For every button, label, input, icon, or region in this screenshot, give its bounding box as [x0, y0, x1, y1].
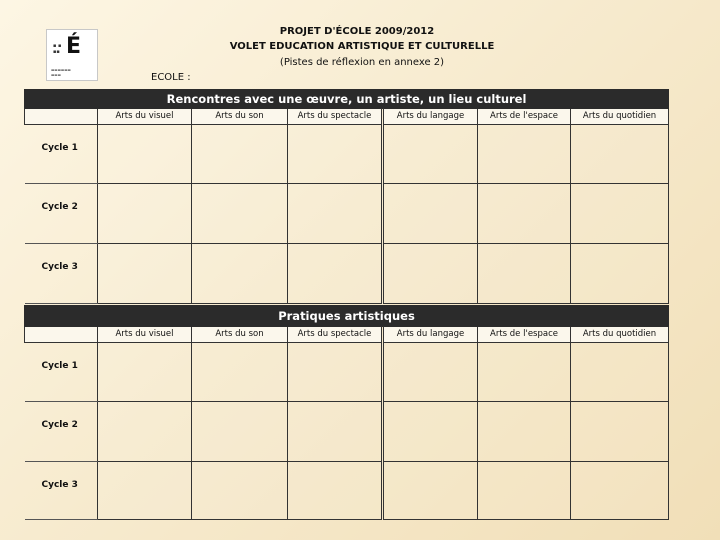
table-cell[interactable]	[571, 402, 669, 462]
column-header: Arts du spectacle	[288, 327, 383, 343]
row-label: Cycle 3	[25, 462, 98, 520]
table-cell[interactable]	[288, 402, 383, 462]
table-cell[interactable]	[288, 244, 383, 304]
table-cell[interactable]	[98, 462, 192, 520]
logo-letter: É	[66, 34, 82, 59]
table-cell[interactable]	[478, 244, 571, 304]
table-cell[interactable]	[571, 343, 669, 402]
table-cell[interactable]	[571, 462, 669, 520]
table-cell[interactable]	[478, 125, 571, 184]
column-header: Arts du son	[192, 327, 288, 343]
row-label: Cycle 3	[25, 244, 98, 304]
table-cell[interactable]	[383, 184, 478, 244]
table-cell[interactable]	[98, 244, 192, 304]
table-cell[interactable]	[288, 343, 383, 402]
table-cell[interactable]	[192, 244, 288, 304]
table-cell[interactable]	[571, 184, 669, 244]
row-label: Cycle 2	[25, 184, 98, 244]
table-cell[interactable]	[192, 402, 288, 462]
row-label: Cycle 1	[25, 125, 98, 184]
column-header: Arts du visuel	[98, 327, 192, 343]
table-cell[interactable]	[478, 462, 571, 520]
table-cell[interactable]	[98, 125, 192, 184]
table-cell[interactable]	[288, 125, 383, 184]
table-cell[interactable]	[98, 343, 192, 402]
header-corner	[25, 327, 98, 343]
table-cell[interactable]	[98, 402, 192, 462]
table-cell[interactable]	[383, 343, 478, 402]
table-cell[interactable]	[571, 244, 669, 304]
column-header: Arts du quotidien	[571, 327, 669, 343]
column-header: Arts de l'espace	[478, 327, 571, 343]
logo-caption: ▬▬▬▬▬▬ ▬▬▬	[51, 68, 71, 77]
table-cell[interactable]	[383, 244, 478, 304]
table-cell[interactable]	[478, 402, 571, 462]
row-label: Cycle 2	[25, 402, 98, 462]
column-header: Arts du quotidien	[571, 109, 669, 125]
table-cell[interactable]	[383, 125, 478, 184]
table-cell[interactable]	[192, 343, 288, 402]
column-header: Arts du visuel	[98, 109, 192, 125]
encounters-table	[24, 89, 669, 304]
annex-note: (Pistes de réflexion en annexe 2)	[279, 57, 445, 68]
column-header: Arts du langage	[383, 327, 478, 343]
column-header: Arts du son	[192, 109, 288, 125]
school-label: ECOLE :	[151, 72, 191, 83]
table-cell[interactable]	[288, 462, 383, 520]
section-title: Rencontres avec une œuvre, un artiste, un lieu culturel	[25, 90, 669, 109]
table-cell[interactable]	[383, 402, 478, 462]
row-label: Cycle 1	[25, 343, 98, 402]
table-cell[interactable]	[98, 184, 192, 244]
column-header: Arts du langage	[383, 109, 478, 125]
table-cell[interactable]	[192, 125, 288, 184]
document-title: PROJET D'ÉCOLE 2009/2012	[279, 26, 435, 37]
table-cell[interactable]	[288, 184, 383, 244]
column-header: Arts du spectacle	[288, 109, 383, 125]
document-subtitle: VOLET EDUCATION ARTISTIQUE ET CULTURELLE	[229, 41, 495, 52]
table-cell[interactable]	[192, 184, 288, 244]
logo-mark: ▪ ▪ ▪▪	[53, 43, 62, 55]
table-cell[interactable]	[192, 462, 288, 520]
section-title: Pratiques artistiques	[25, 306, 669, 327]
table-cell[interactable]	[478, 343, 571, 402]
header-corner	[25, 109, 98, 125]
practices-table	[24, 305, 669, 520]
table-cell[interactable]	[383, 462, 478, 520]
column-header: Arts de l'espace	[478, 109, 571, 125]
table-cell[interactable]	[571, 125, 669, 184]
table-cell[interactable]	[478, 184, 571, 244]
